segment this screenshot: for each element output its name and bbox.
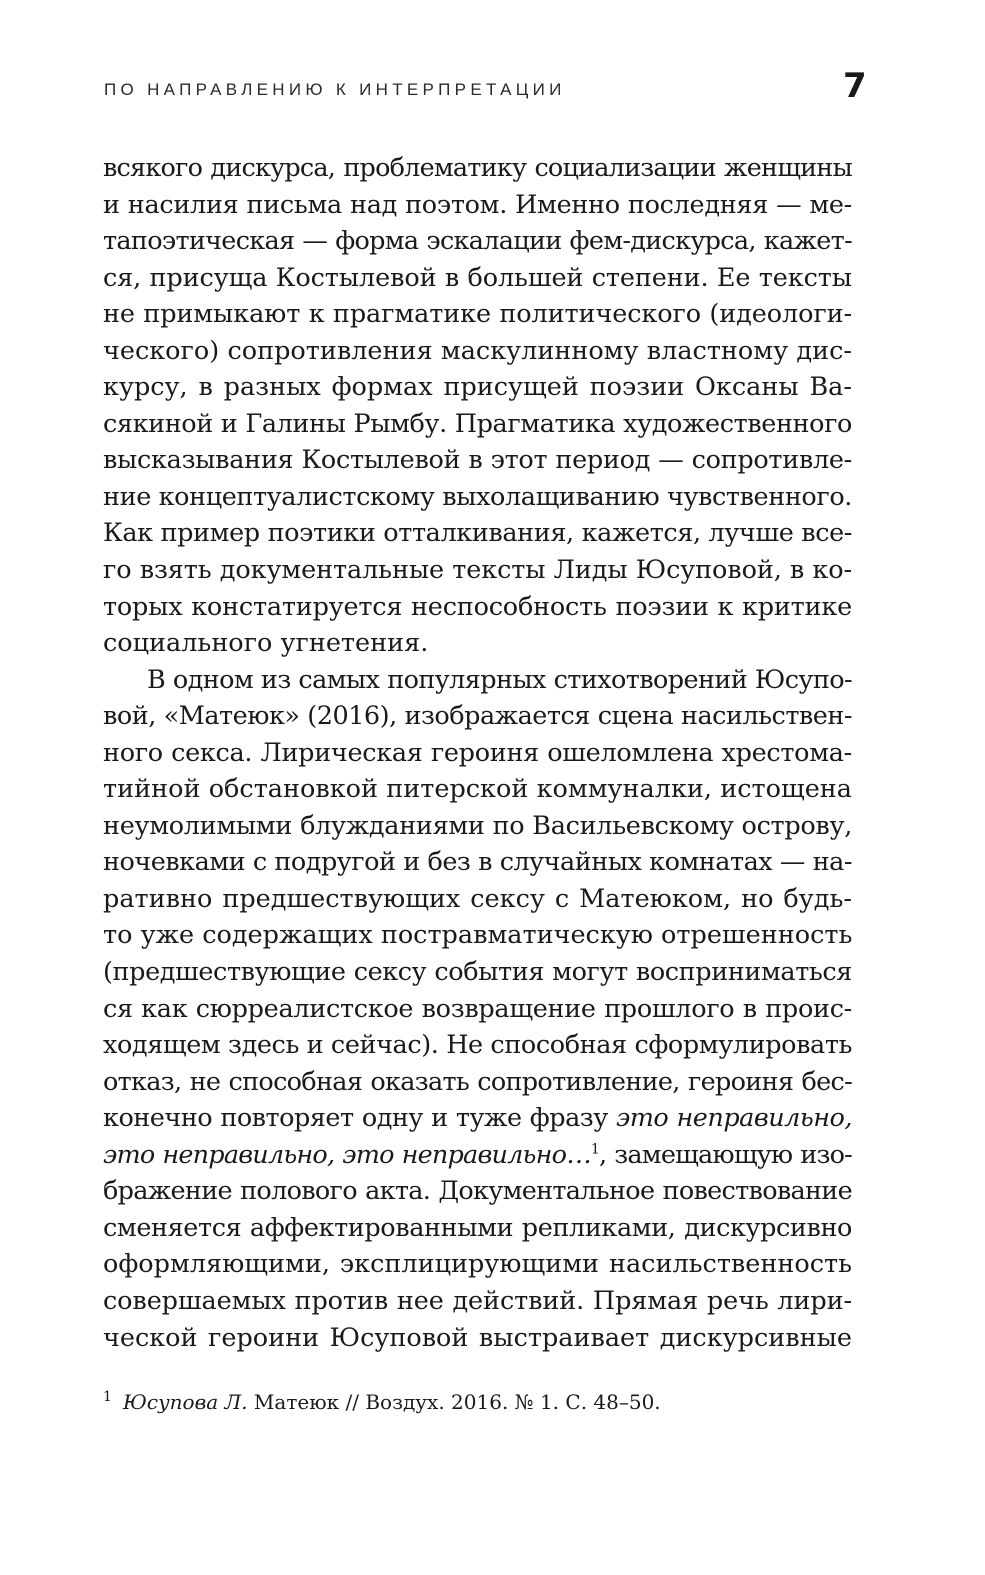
italic-quote: это неправильно, это неправильно… — [103, 1139, 591, 1170]
text-line: тийной обстановкой питерской коммуналки, истощена — [103, 774, 852, 805]
text-line: тапоэтическая — форма эскалации фем-дискурса, кажет- — [103, 226, 852, 257]
text-line: социального угнетения. — [103, 628, 429, 659]
text-line: и насилия письма над поэтом. Именно последняя — ме- — [103, 189, 852, 220]
text-line: вой, «Матеюк» (2016), изображается сцена насильствен- — [103, 701, 852, 732]
text-line: сякиной и Галины Рымбу. Прагматика художественного — [103, 408, 852, 439]
text-line: ческого) сопротивления маскулинному властному дис- — [103, 335, 852, 366]
footnote: 1 Юсупова Л. Матеюк // Воздух. 2016. № 1. С. 48–50. — [103, 1389, 661, 1414]
text-line: ческой героини Юсуповой выстраивает дискурсивные — [103, 1322, 852, 1353]
text-line — [103, 1100, 852, 1137]
text-span: конечно повторяет одну и туже фразу — [103, 1103, 616, 1134]
running-title: ПО НАПРАВЛЕНИЮ К ИНТЕРПРЕТАЦИИ — [104, 80, 566, 99]
text-line: то уже содержащих постравматическую отрешенность — [103, 920, 853, 951]
text-line: ночевками с подругой и без в случайных комнатах — на- — [103, 847, 852, 878]
text-line: неумолимыми блужданиями по Васильевскому острову, — [103, 810, 852, 841]
text-line: всякого дискурса, проблематику социализации женщины — [103, 153, 852, 183]
text-line: бражение полового акта. Документальное повествование — [103, 1176, 852, 1207]
text-line: сменяется аффектированными репликами, дискурсивно — [103, 1212, 852, 1243]
text-line: ходящем здесь и сейчас). Не способная сформулировать — [103, 1030, 853, 1061]
page-number: 7 — [843, 66, 867, 106]
text-line: оформляющими, эксплицирующими насильственность — [103, 1249, 852, 1280]
footnote-reference[interactable]: 1 — [590, 1141, 599, 1158]
text-line: ние концептуалистскому выхолащиванию чувственного. — [103, 481, 852, 512]
text-line: В одном из самых популярных стихотворений Юсупо- — [147, 664, 852, 695]
text-line: Как пример поэтики отталкивания, кажется, лучше все- — [103, 518, 852, 549]
text-line: ся, присуща Костылевой в большей степени. Ее тексты — [103, 262, 852, 293]
footnote-citation: Матеюк // Воздух. 2016. № 1. С. 48–50. — [247, 1390, 661, 1414]
text-line: курсу, в разных формах присущей поэзии Оксаны Ва- — [103, 372, 852, 403]
italic-quote: это неправильно, — [615, 1103, 852, 1134]
body-text — [103, 150, 852, 1356]
text-line: высказывания Костылевой в этот период — сопротивле- — [103, 445, 852, 476]
text-line: совершаемых против нее действий. Прямая речь лири- — [103, 1285, 852, 1316]
text-line: (предшествующие сексу события могут восприниматься — [103, 957, 852, 988]
text-line: не примыкают к прагматике политического (идеологи- — [103, 299, 852, 330]
text-line: отказ, не способная оказать сопротивление, героиня бес- — [103, 1066, 852, 1097]
text-line: го взять документальные тексты Лиды Юсуповой, в ко- — [103, 555, 852, 586]
text-line: торых констатируется неспособность поэзии к критике — [103, 591, 852, 622]
text-span: , замещающую изо- — [599, 1139, 852, 1170]
text-line: ративно предшествующих сексу с Матеюком, но будь- — [103, 883, 852, 914]
text-line — [103, 1137, 852, 1174]
footnote-author: Юсупова Л. — [123, 1390, 248, 1414]
text-line: ся как сюрреалистское возвращение прошлого в проис- — [103, 993, 852, 1024]
text-line: ного секса. Лирическая героиня ошеломлена хрестома- — [103, 737, 852, 768]
